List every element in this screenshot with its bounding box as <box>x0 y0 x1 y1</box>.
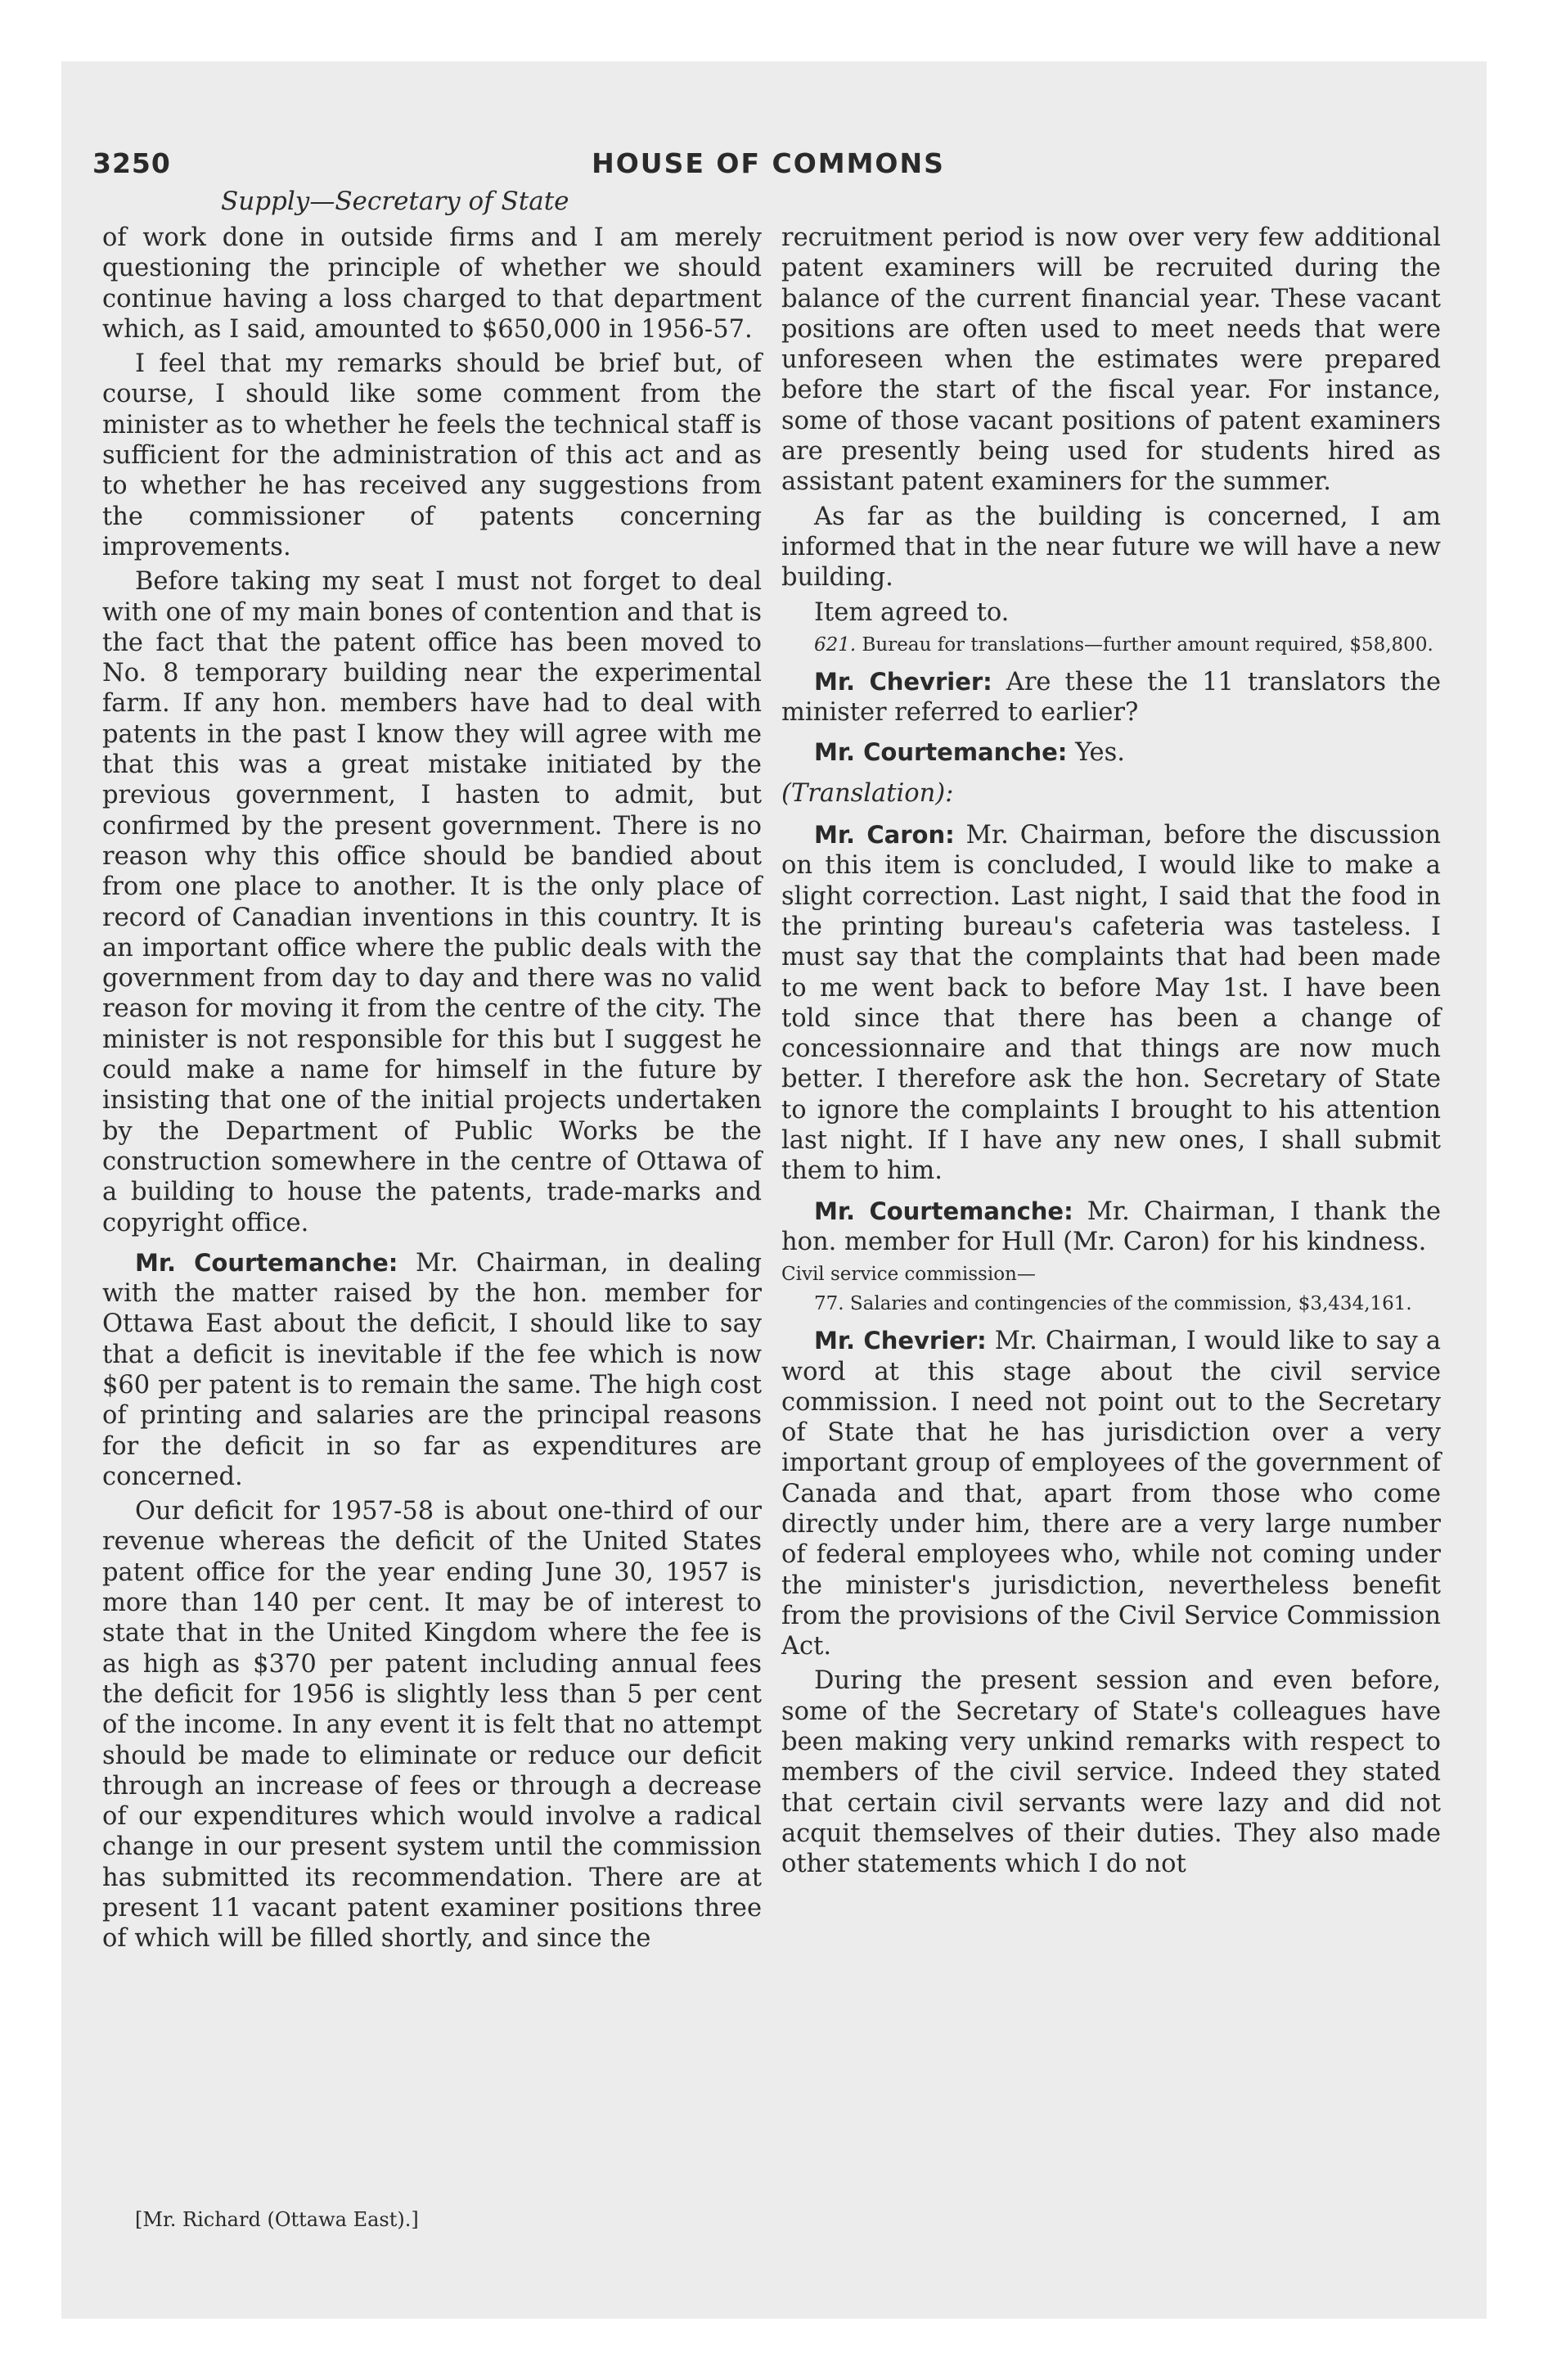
speech-paragraph <box>781 737 1441 768</box>
speech-text: Are these the 11 translators the minister referred to earlier? <box>781 667 1441 728</box>
speech-paragraph <box>781 667 1441 728</box>
speaker-name: Mr. Courtemanche: <box>135 1248 398 1277</box>
speech-text: Mr. Chairman, in dealing with the matter raised by the hon. member for Ottawa East about the deficit, I should like to say that a deficit is inevitable if the fee which is now $60 per patent is to remain the same. The high cost of printing and salaries are the principal reasons for the deficit in so far as expenditures are concerned. <box>102 1248 762 1491</box>
left-column <box>102 223 762 1959</box>
section-heading: Civil service commission— <box>781 1264 1036 1286</box>
item-number: 621. <box>814 633 857 656</box>
speech-text: Mr. Chairman, before the discussion on this item is concluded, I would like to make a slight correction. Last night, I said that the food in the printing bureau's cafeteria was tasteless. I must say that the complaints that had been made to me went back to before May 1st. I have been told since that there has been a change of concessionnaire and that things are now much better. I therefore ask the hon. Secretary of State to ignore the complaints I brought to his attention last night. If I have any new ones, I shall submit them to him. <box>781 821 1441 1186</box>
paragraph: recruitment period is now over very few additional patent examiners will be recruited during the balance of the current financial year. These vacant positions are often used to meet needs that were unforeseen when the estimates were prepared before the start of the fiscal year. For instance, some of those vacant positions of patent examiners are presently being used for students hired as assistant patent examiners for the summer. <box>781 223 1441 497</box>
paragraph: of work done in outside firms and I am merely questioning the principle of whether we should continue having a loss charged to that department which, as I said, amounted to $650,000 in 1956-57. <box>102 223 762 344</box>
paragraph: During the present session and even before, some of the Secretary of State's colleagues have been making very unkind remarks with respect to members of the civil service. Indeed they stated that certain civil servants were lazy and did not acquit themselves of their duties. They also made other statements which I do not <box>781 1666 1441 1879</box>
speaker-name: Mr. Caron: <box>814 821 955 850</box>
paragraph: As far as the building is concerned, I am informed that in the near future we will have a new building. <box>781 502 1441 593</box>
page-header <box>92 147 1444 190</box>
speech-paragraph <box>781 1326 1441 1661</box>
running-title: HOUSE OF COMMONS <box>592 147 945 179</box>
paragraph: I feel that my remarks should be brief but, of course, I should like some comment from the minister as to whether he feels the technical staff is sufficient for the administration of this act and as to whether he has received any suggestions from the commissioner of patents concerning improvements. <box>102 349 762 561</box>
speaker-name: Mr. Courtemanche: <box>814 1197 1073 1225</box>
speech-text: Mr. Chairman, I thank the hon. member for Hull (Mr. Caron) for his kindness. <box>781 1197 1441 1256</box>
speech-text: Yes. <box>1075 738 1125 768</box>
paragraph: Item agreed to. <box>814 597 1010 627</box>
speaker-name: Mr. Chevrier: <box>814 667 992 696</box>
estimate-item: 77. Salaries and contingencies of the commission, $3,434,161. <box>814 1293 1412 1315</box>
page-number: 3250 <box>92 147 171 179</box>
paragraph: Our deficit for 1957-58 is about one-third of our revenue whereas the deficit of the United States patent office for the year ending June 30, 1957 is more than 140 per cent. It may be of interest to state that in the United Kingdom where the fee is as high as $370 per patent including annual fees the deficit for 1956 is slightly less than 5 per cent of the income. In any event it is felt that no attempt should be made to eliminate or reduce our deficit through an increase of fees or through a decrease of our expenditures which would involve a radical change in our present system until the commission has submitted its recommendation. There are at present 11 vacant patent examiner positions three of which will be filled shortly, and since the <box>102 1497 762 1954</box>
paragraph: Before taking my seat I must not forget to deal with one of my main bones of contention and that is the fact that the patent office has been moved to No. 8 temporary building near the experimental farm. If any hon. members have had to deal with patents in the past I know they will agree with me that this was a great mistake initiated by the previous government, I hasten to admit, but confirmed by the present government. There is no reason why this office should be bandied about from one place to another. It is the only place of record of Canadian inventions in this country. It is an important office where the public deals with the government from day to day and there was no valid reason for moving it from the centre of the city. The minister is not responsible for this but I suggest he could make a name for himself in the future by insisting that one of the initial projects undertaken by the Department of Public Works be the construction somewhere in the centre of Ottawa of a building to house the patents, trade-marks and copyright office. <box>102 567 762 1237</box>
estimate-item <box>781 633 1441 657</box>
speaker-name: Mr. Courtemanche: <box>814 738 1068 767</box>
speech-paragraph <box>781 820 1441 1187</box>
footer-speaker-reference: [Mr. Richard (Ottawa East).] <box>135 2208 419 2231</box>
speech-paragraph <box>102 1248 762 1492</box>
item-text: Bureau for translations—further amount required, $58,800. <box>862 633 1433 656</box>
speaker-name: Mr. Chevrier: <box>814 1327 987 1355</box>
section-subtitle: Supply—Secretary of State <box>221 187 569 216</box>
translation-note: (Translation): <box>781 778 954 808</box>
right-column <box>781 223 1441 1884</box>
speech-text: Mr. Chairman, I would like to say a word at this stage about the civil service commission. I need not point out to the Secretary of State that he has jurisdiction over a very important group of employees of the government of Canada and that, apart from those who come directly under him, there are a very large number of federal employees who, while not coming under the minister's jurisdiction, nevertheless benefit from the provisions of the Civil Service Commission Act. <box>781 1327 1441 1661</box>
speech-paragraph <box>781 1197 1441 1258</box>
